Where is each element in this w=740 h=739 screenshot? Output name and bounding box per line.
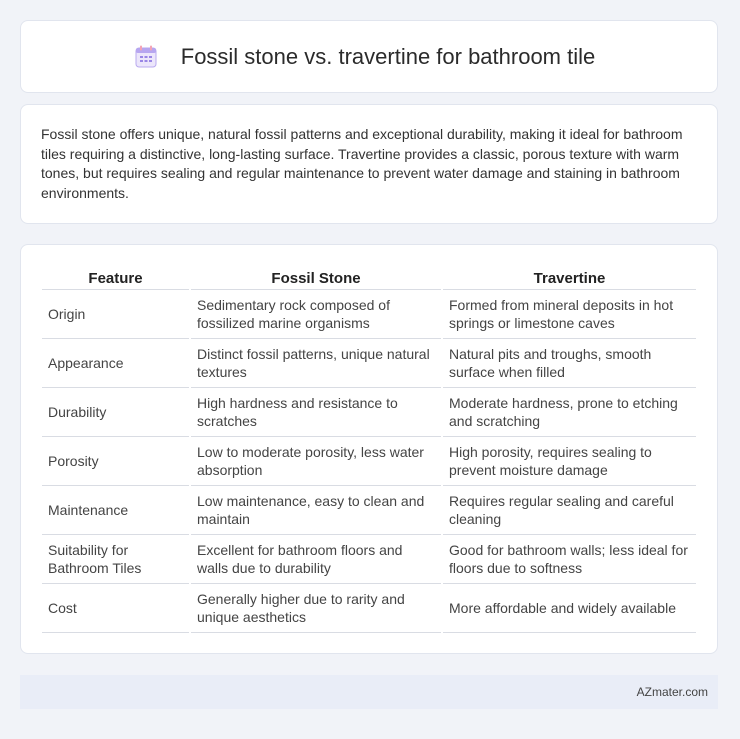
feature-cell: Appearance bbox=[42, 339, 189, 388]
table-row bbox=[42, 437, 696, 486]
summary-text: Fossil stone offers unique, natural fossil patterns and exceptional durability, making it ideal for bathroom tiles requiring a distinctive, long-lasting surface. Travertine provides a classic, porous texture with warm tones, but requires sealing and regular maintenance to prevent water damage and staining in bathroom environments. bbox=[41, 126, 683, 201]
table-row bbox=[42, 535, 696, 584]
table-row bbox=[42, 388, 696, 437]
page-title: Fossil stone vs. travertine for bathroom tile bbox=[180, 43, 596, 69]
fossil-stone-cell: Low maintenance, easy to clean and maintain bbox=[191, 486, 441, 535]
fossil-stone-cell: Sedimentary rock composed of fossilized marine organisms bbox=[191, 290, 441, 339]
travertine-cell: High porosity, requires sealing to prevent moisture damage bbox=[443, 437, 696, 486]
feature-cell: Porosity bbox=[42, 437, 189, 486]
fossil-stone-cell: Excellent for bathroom floors and walls due to durability bbox=[191, 535, 441, 584]
travertine-cell: Natural pits and troughs, smooth surface when filled bbox=[443, 339, 696, 388]
footer-bar bbox=[20, 675, 718, 709]
fossil-stone-cell: Distinct fossil patterns, unique natural textures bbox=[191, 339, 441, 388]
travertine-cell: Moderate hardness, prone to etching and scratching bbox=[443, 388, 696, 437]
table-row bbox=[42, 290, 696, 339]
comparison-table bbox=[40, 265, 698, 633]
feature-cell: Durability bbox=[42, 388, 189, 437]
travertine-cell: Requires regular sealing and careful cleaning bbox=[443, 486, 696, 535]
fossil-stone-cell: Generally higher due to rarity and unique aesthetics bbox=[191, 584, 441, 633]
calendar-icon bbox=[133, 44, 159, 70]
travertine-cell: More affordable and widely available bbox=[443, 584, 696, 633]
column-header: Feature bbox=[42, 265, 189, 290]
title-card bbox=[20, 20, 718, 93]
table-row bbox=[42, 486, 696, 535]
fossil-stone-cell: Low to moderate porosity, less water absorption bbox=[191, 437, 441, 486]
travertine-cell: Good for bathroom walls; less ideal for floors due to softness bbox=[443, 535, 696, 584]
feature-cell: Origin bbox=[42, 290, 189, 339]
column-header: Fossil Stone bbox=[191, 265, 441, 290]
column-header: Travertine bbox=[443, 265, 696, 290]
travertine-cell: Formed from mineral deposits in hot springs or limestone caves bbox=[443, 290, 696, 339]
comparison-table-card bbox=[20, 244, 718, 654]
table-header-row bbox=[42, 265, 696, 290]
footer-brand: AZmater.com bbox=[636, 685, 708, 699]
table-row bbox=[42, 339, 696, 388]
table-row bbox=[42, 584, 696, 633]
summary-card bbox=[20, 104, 718, 224]
feature-cell: Maintenance bbox=[42, 486, 189, 535]
feature-cell: Cost bbox=[42, 584, 189, 633]
fossil-stone-cell: High hardness and resistance to scratches bbox=[191, 388, 441, 437]
feature-cell: Suitability for Bathroom Tiles bbox=[42, 535, 189, 584]
